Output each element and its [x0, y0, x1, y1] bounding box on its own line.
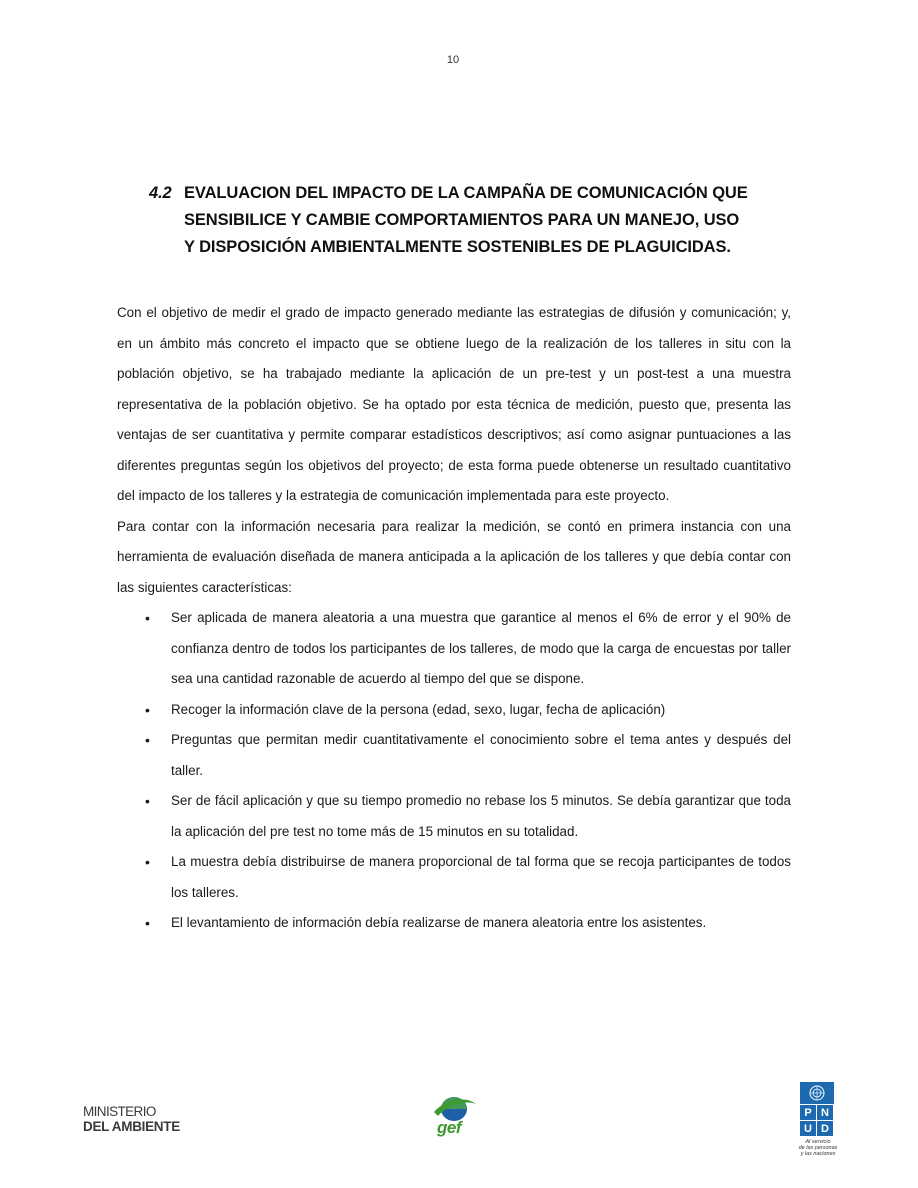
undp-caption-line: y las naciones [800, 1151, 836, 1157]
section-title-line: SENSIBILICE Y CAMBIE COMPORTAMIENTOS PARA UN MANEJO, USO [184, 211, 740, 229]
gef-logo [432, 1094, 478, 1142]
section-number: 4.2 [149, 184, 172, 202]
ministry-logo-line2: DEL AMBIENTE [83, 1119, 180, 1134]
requirements-list [117, 603, 791, 939]
undp-caption-line: Al servicio [805, 1139, 831, 1145]
paragraph: Para contar con la información necesaria para realizar la medición, se contó en primera instancia con una herramienta de evaluación diseñada de manera anticipada a la aplicación de los talleres y que debía contar con las siguientes características: [117, 518, 791, 595]
undp-letters [800, 1105, 834, 1137]
list-item [117, 786, 791, 847]
bullet-icon: • [145, 915, 150, 931]
undp-letter: N [817, 1105, 834, 1121]
undp-caption [797, 1139, 839, 1157]
bullet-icon: • [145, 610, 150, 626]
list-item [117, 725, 791, 786]
list-item [117, 603, 791, 695]
undp-caption-line: de las personas [798, 1145, 838, 1151]
paragraph: Con el objetivo de medir el grado de impacto generado mediante las estrategias de difusión y comunicación; y, en un ámbito más concreto el impacto que se obtiene luego de la realización de los talleres in situ con la población objetivo, se ha trabajado mediante la aplicación de un pre-test y un post-test a una muestra representativa de la población objetivo. Se ha optado por esta técnica de medición, puesto que, presenta las ventajas de ser cuantitativa y permite comparar estadísticos descriptivos; así como asignar puntuaciones a las diferentes preguntas según los objetivos del proyecto; de esta forma puede obtenerse un resultado cuantitativo del impacto de los talleres y la estrategia de comunicación implementada para este proyecto. [117, 305, 791, 503]
list-item-text: Ser aplicada de manera aleatoria a una muestra que garantice al menos el 6% de error y el 90% de confianza dentro de todos los participantes de los talleres, de modo que la carga de encuestas por taller sea una cantidad razonable de acuerdo al tiempo del que se dispone. [171, 610, 791, 686]
bullet-icon: • [145, 701, 150, 718]
section-title [149, 180, 809, 261]
list-item [117, 908, 791, 939]
ministry-logo-line1: MINISTERIO [83, 1104, 156, 1119]
undp-logo [797, 1082, 843, 1157]
list-item-text: Preguntas que permitan medir cuantitativamente el conocimiento sobre el tema antes y después del taller. [171, 732, 791, 778]
bullet-icon: • [145, 793, 150, 809]
undp-letter: U [800, 1121, 817, 1137]
list-item-text: El levantamiento de información debía realizarse de manera aleatoria entre los asistentes. [171, 915, 707, 930]
ministry-logo [83, 1104, 213, 1134]
section-heading [149, 180, 809, 261]
document-body [117, 298, 791, 939]
list-item [117, 847, 791, 908]
bullet-icon: • [145, 732, 150, 748]
list-item-text: Ser de fácil aplicación y que su tiempo promedio no rebase los 5 minutos. Se debía garantizar que toda la aplicación del pre test no tome más de 15 minutos en su totalidad. [171, 793, 791, 839]
un-emblem-icon [800, 1082, 834, 1105]
list-item-text: La muestra debía distribuirse de manera proporcional de tal forma que se recoja participantes de todos los talleres. [171, 854, 791, 900]
list-item-text: Recoger la información clave de la persona (edad, sexo, lugar, fecha de aplicación) [171, 701, 666, 717]
section-title-line: Y DISPOSICIÓN AMBIENTALMENTE SOSTENIBLES DE PLAGUICIDAS. [184, 238, 731, 256]
gef-logo-label: gef [437, 1118, 461, 1137]
undp-letter: P [800, 1105, 817, 1121]
list-item [117, 695, 791, 726]
section-title-line: EVALUACION DEL IMPACTO DE LA CAMPAÑA DE COMUNICACIÓN QUE [184, 184, 748, 202]
page-number: 10 [446, 54, 460, 66]
undp-logo-box [800, 1082, 834, 1137]
bullet-icon: • [145, 854, 150, 870]
undp-letter: D [817, 1121, 834, 1137]
